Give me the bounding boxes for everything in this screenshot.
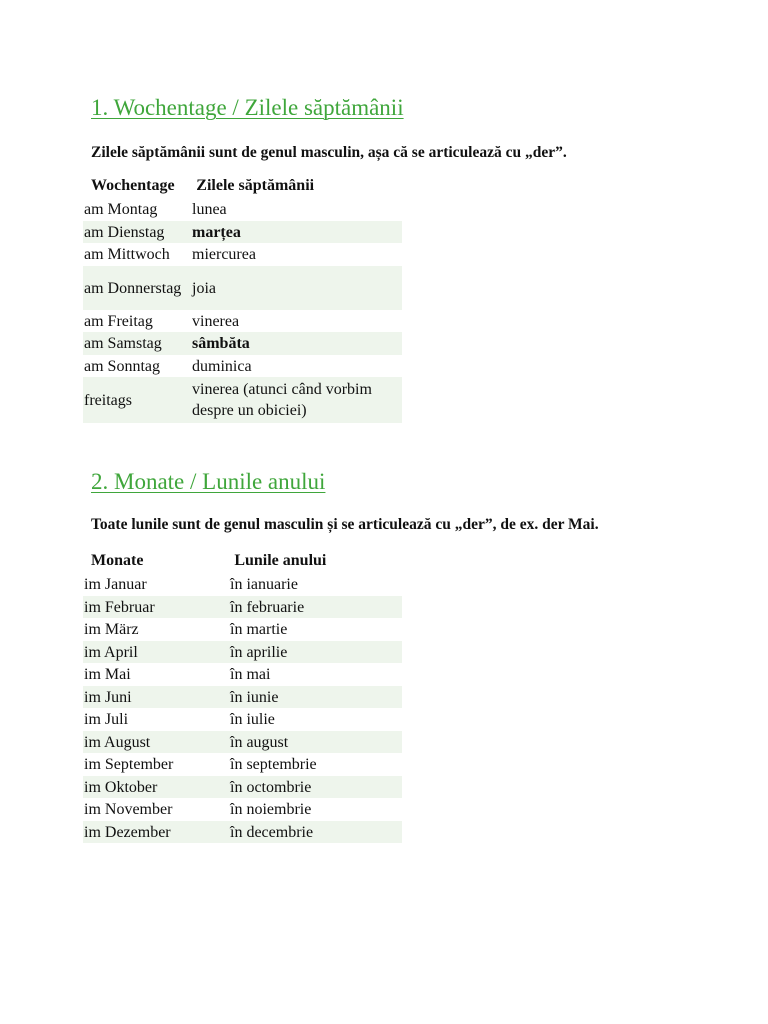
table-row: [83, 198, 402, 221]
month-de: im Januar: [84, 576, 147, 593]
section1-heading: 1. Wochentage / Zilele săptămânii: [91, 95, 404, 120]
table-row: [83, 798, 402, 821]
month-ro: în decembrie: [230, 823, 314, 841]
month-de: im Juli: [84, 711, 129, 728]
month-de: im November: [84, 801, 173, 818]
months-col2-header: Lunile anului: [234, 552, 327, 569]
month-ro: în august: [230, 733, 289, 751]
table-row: [83, 266, 402, 310]
weekdays-col1-header: Wochentage: [91, 177, 175, 194]
table-row: [83, 573, 402, 596]
table-row: [83, 641, 402, 663]
weekday-ro: miercurea: [192, 246, 256, 263]
weekday-de: am Donnerstag: [84, 279, 182, 297]
table-row: [83, 243, 402, 266]
months-col1-header: Monate: [91, 552, 144, 569]
months-table: [83, 549, 402, 843]
table-row: [83, 221, 402, 243]
table-row: [83, 663, 402, 686]
weekdays-col2-header: Zilele săptămânii: [196, 177, 315, 194]
month-de: im Juni: [84, 688, 132, 706]
weekday-de: am Sonntag: [84, 357, 160, 375]
month-de: im September: [84, 756, 174, 773]
month-de: im Oktober: [84, 778, 158, 796]
weekday-ro: sâmbăta: [192, 335, 250, 352]
weekday-de: am Samstag: [84, 335, 162, 352]
weekday-ro: lunea: [192, 201, 227, 218]
table-row: [83, 377, 402, 423]
weekday-ro: vinerea (atunci când vorbim despre un obiciei): [192, 381, 372, 419]
section2-heading: 2. Monate / Lunile anului: [91, 469, 326, 494]
weekday-de: am Montag: [84, 201, 158, 218]
month-de: im April: [84, 643, 138, 661]
month-ro: în ianuarie: [230, 576, 298, 593]
month-ro: în martie: [230, 621, 288, 638]
month-de: im Februar: [84, 598, 155, 616]
weekday-ro: vinerea: [192, 312, 240, 330]
month-ro: în septembrie: [230, 756, 317, 773]
weekday-ro: duminica: [192, 357, 252, 375]
month-ro: în aprilie: [230, 643, 288, 661]
table-row: [83, 821, 402, 843]
table-row: [83, 686, 402, 708]
section2-intro: Toate lunile sunt de genul masculin și se articulează cu „der”, de ex. der Mai.: [91, 516, 599, 533]
month-ro: în mai: [230, 666, 271, 683]
month-de: im Mai: [84, 666, 131, 683]
table-row: [83, 310, 402, 332]
month-ro: în februarie: [230, 598, 305, 616]
weekdays-table: [83, 174, 402, 423]
section1-intro: Zilele săptămânii sunt de genul masculin, așa că se articulează cu „der”.: [91, 144, 567, 161]
month-ro: în octombrie: [230, 778, 312, 796]
table-row: [83, 776, 402, 798]
table-row: [83, 332, 402, 355]
month-de: im März: [84, 621, 139, 638]
month-de: im Dezember: [84, 823, 171, 841]
table-row: [83, 355, 402, 377]
table-row: [83, 596, 402, 618]
month-ro: în iulie: [230, 711, 275, 728]
weekdays-table-header: [83, 174, 402, 198]
weekday-de: am Freitag: [84, 312, 153, 330]
month-de: im August: [84, 733, 151, 751]
weekday-ro: marțea: [192, 223, 241, 241]
months-table-header: [83, 549, 402, 573]
table-row: [83, 753, 402, 776]
table-row: [83, 731, 402, 753]
month-ro: în noiembrie: [230, 801, 312, 818]
weekday-de: am Mittwoch: [84, 246, 170, 263]
table-row: [83, 708, 402, 731]
table-row: [83, 618, 402, 641]
weekday-de: am Dienstag: [84, 223, 165, 241]
weekday-ro: joia: [192, 279, 216, 297]
weekday-de: freitags: [84, 391, 132, 409]
month-ro: în iunie: [230, 688, 279, 706]
